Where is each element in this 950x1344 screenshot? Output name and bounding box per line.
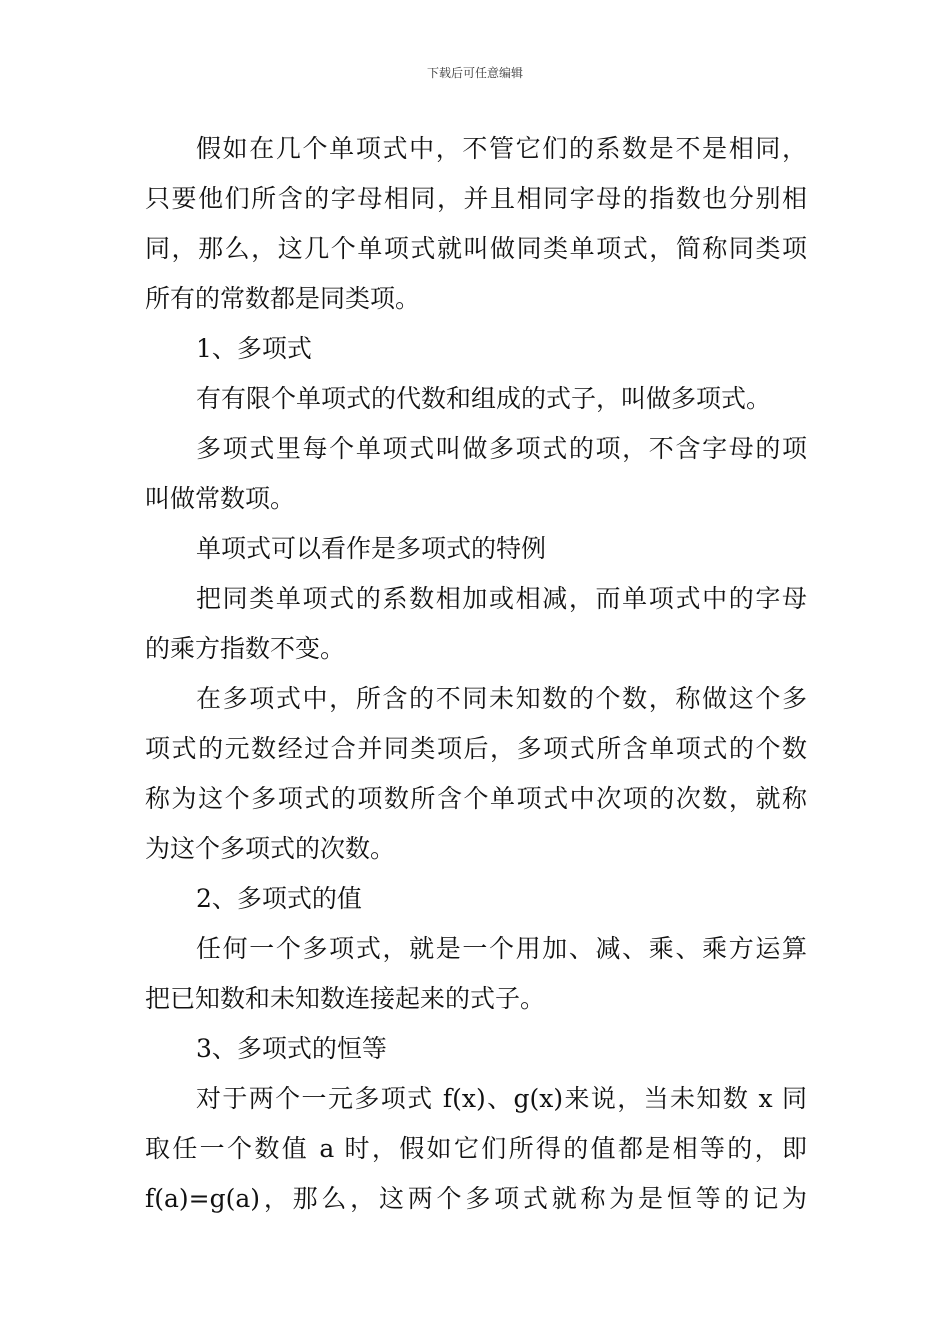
text-line: 多项式里每个单项式叫做多项式的项，不含字母的项 [196, 434, 807, 463]
document-body [145, 124, 807, 1224]
page-header-note: 下载后可任意编辑 [426, 66, 523, 80]
section-heading: 1、多项式 [196, 334, 312, 363]
text-line: 任何一个多项式，就是一个用加、减、乘、乘方运算 [196, 934, 807, 963]
text-line: 把同类单项式的系数相加或相减，而单项式中的字母 [196, 584, 807, 613]
text-line: 的乘方指数不变。 [145, 634, 346, 663]
text-line: 对于两个一元多项式 f(x)、g(x)来说，当未知数 x 同 [196, 1084, 807, 1113]
text-line: 项式的元数经过合并同类项后，多项式所含单项式的个数 [145, 734, 807, 763]
text-line: 为这个多项式的次数。 [145, 834, 396, 863]
text-line: 把已知数和未知数连接起来的式子。 [145, 984, 546, 1013]
text-line: 只要他们所含的字母相同，并且相同字母的指数也分别相 [145, 184, 807, 213]
section-heading: 3、多项式的恒等 [196, 1034, 387, 1063]
section-heading: 2、多项式的值 [196, 884, 362, 913]
text-line: 在多项式中，所含的不同未知数的个数，称做这个多 [196, 684, 807, 713]
text-line: 同，那么，这几个单项式就叫做同类单项式，简称同类项 [145, 234, 807, 263]
text-line: f(a)=g(a)，那么，这两个多项式就称为是恒等的记为 [145, 1184, 807, 1213]
text-line: 取任一个数值 a 时，假如它们所得的值都是相等的，即 [145, 1134, 807, 1163]
text-line: 称为这个多项式的项数所含个单项式中次项的次数，就称 [145, 784, 807, 813]
text-line: 单项式可以看作是多项式的特例 [196, 534, 547, 563]
text-line: 有有限个单项式的代数和组成的式子，叫做多项式。 [196, 384, 772, 413]
text-line: 假如在几个单项式中，不管它们的系数是不是相同， [196, 134, 807, 163]
text-line: 所有的常数都是同类项。 [145, 284, 421, 313]
text-line: 叫做常数项。 [145, 484, 296, 513]
